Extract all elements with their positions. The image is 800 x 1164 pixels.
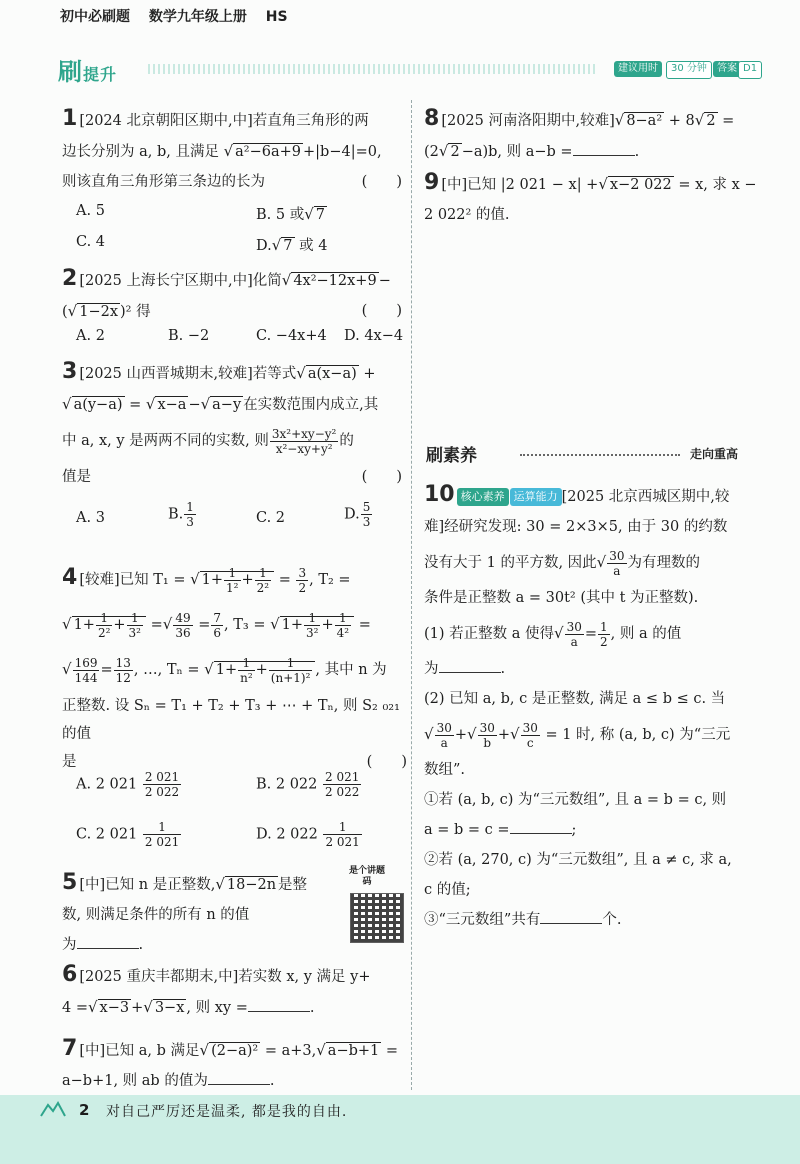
section-title: 刷素养	[426, 446, 477, 466]
question-4: 4 [较难]已知 T₁ = √ 1+ $\frac{1}{\text{1²}}$ + $\frac{1}{\text{2²}}$ = $\frac{3}{2}$ , T₂ = √ 1+ $\frac{1}{\text{2²}}$ + $\frac{1}{\text{3²}}$ =√ $\frac{49}{36}$ = $\frac{7}{6}$ , T₃ = √ 1+ $\frac{1}{\text{3²}}$ + $\frac{1}{\text{4²}}$ = √ $\frac{169}{144}$ = $\frac{13}{12}$ , …, Tₙ = √ 1+ $\frac{1}{\text{n²}}$ + $\frac{1}{\text{(n+1)²}}$ , 其中 n 为 正整数. 设 Sₙ = T₁ + T₂ + T₃ + ⋯ + Tₙ, 则 S₂ ₀₂₁ 的值 是 ( )	[62, 565, 407, 770]
brand-logo: 刷提升	[58, 58, 118, 86]
tag-computation: 运算能力	[510, 488, 562, 506]
tag-core-literacy: 核心素养	[457, 488, 509, 506]
time-value: 30 分钟	[666, 61, 712, 79]
qr-code-icon[interactable]	[350, 893, 404, 943]
q10-2-3-answer-blank[interactable]	[540, 909, 602, 924]
q4-option-a: A. 2 021 $\frac{2 021}{2 022}$	[76, 770, 180, 799]
q10-1-answer-blank[interactable]	[439, 658, 501, 673]
subject-name: 数学九年级上册	[148, 9, 247, 25]
question-1: 1 [2024 北京朝阳区期中,中]若直角三角形的两 边长分别为 a, b, 且满足 √ a²−6a+9 +|b−4|=0, 则该直角三角形第三条边的长为 ( )	[62, 106, 402, 190]
time-label: 建议用时	[614, 61, 662, 77]
q3-option-d: D. $\frac{5}{3}$	[344, 500, 371, 529]
question-9: 9 [中]已知 |2 021 − x| +√ x−2 022 = x, 求 x − 2 022² 的值.	[424, 170, 757, 223]
question-8: 8 [2025 河南洛阳期中,较难]√ 8−a² + 8√ 2 = (2√ 2 −a)b, 则 a−b = .	[424, 106, 735, 160]
q3-option-a: A. 3	[76, 510, 105, 526]
edition: HS	[265, 9, 288, 25]
q6-answer-blank[interactable]	[248, 997, 310, 1012]
q8-answer-blank[interactable]	[573, 141, 635, 156]
question-10: 10 核心素养 运算能力 [2025 北京西城区期中,较 难]经研究发现: 30 = 2×3×5, 由于 30 的约数 没有大于 1 的平方数, 因此√ $\frac{30}{a}$ 为有理数的 条件是正整数 a = 30t² (其中 t 为正整数). (1) 若正整数 a 使得√ $\frac{30}{a}$ = $\frac{1}{2}$ , 则 a 的值 为 . (2) 已知 a, b, c 是正整数, 满足 a ≤ b ≤ c. 当 √ $\frac{30}{a}$ +√ $\frac{30}{b}$ +√ $\frac{30}{c}$ = 1 时, 称 (a, b, c) 为“三元 数组”. ①若 (a, b, c) 为“三元数组”, 且 a = b = c, 则 a = b = c = ; ②若 (a, 270, c) 为“三元数组”, 且 a ≠ c, 求 a, c 的值; ③“三元数组”共有 个.	[424, 482, 732, 928]
q1-option-b: B. 5 或√ 7	[256, 205, 326, 223]
question-7: 7 [中]已知 a, b 满足√ (2−a)² = a+3,√ a−b+1 = a−b+1, 则 ab 的值为 .	[62, 1036, 399, 1089]
q4-option-d: D. 2 022 $\frac{1}{2 021}$	[256, 820, 360, 849]
qr-label: 是个讲题码	[348, 866, 385, 887]
mountain-icon	[40, 1100, 66, 1118]
q2-option-c: C. −4x+4	[256, 328, 327, 344]
q2-option-a: A. 2	[76, 328, 105, 344]
q1-option-c: C. 4	[76, 234, 106, 250]
question-5: 5 [中]已知 n 是正整数,√ 18−2n 是整 数, 则满足条件的所有 n 的值 为 .	[62, 870, 308, 953]
q1-option-d: D.√ 7 或 4	[256, 236, 328, 254]
column-divider	[411, 100, 412, 1090]
q5-answer-blank[interactable]	[77, 934, 139, 949]
series-name: 初中必刷题	[60, 9, 130, 25]
q1-option-a: A. 5	[76, 203, 105, 219]
q4-option-c: C. 2 021 $\frac{1}{2 021}$	[76, 820, 180, 849]
q4-option-b: B. 2 022 $\frac{2 021}{2 022}$	[256, 770, 360, 799]
q7-answer-blank[interactable]	[208, 1070, 270, 1085]
q3-option-c: C. 2	[256, 510, 286, 526]
footer-motto: 对自己严厉还是温柔, 都是我的自由.	[106, 1104, 348, 1120]
answer-label: 答案	[713, 61, 741, 77]
header-stripes	[148, 64, 598, 74]
answer-page: D1	[738, 61, 762, 79]
q3-option-b: B. $\frac{1}{3}$	[168, 500, 194, 529]
section-subtitle: 走向重高	[690, 447, 739, 461]
q2-option-d: D. 4x−4	[344, 328, 404, 344]
page-number: 2	[79, 1101, 90, 1119]
section-divider	[520, 454, 680, 456]
q2-option-b: B. −2	[168, 328, 210, 344]
question-2: 2 [2025 上海长宁区期中,中]化简√ 4x²−12x+9 − (√ 1−2x )² 得 ( )	[62, 266, 402, 320]
question-3: 3 [2025 山西晋城期末,较难]若等式√ a(x−a) + √ a(y−a) = √ x−a −√ a−y 在实数范围内成立,其 中 a, x, y 是两两不同的实数, 则 $\frac{\text{3x²+xy−y²}}{\text{x²−xy+y²}}$ 的 值是 ( )	[62, 359, 402, 485]
q10-2-1-answer-blank[interactable]	[510, 819, 572, 834]
running-header	[60, 6, 302, 26]
question-6: 6 [2025 重庆丰都期末,中]若实数 x, y 满足 y+ 4 =√ x−3 +√ 3−x , 则 xy = .	[62, 962, 371, 1016]
